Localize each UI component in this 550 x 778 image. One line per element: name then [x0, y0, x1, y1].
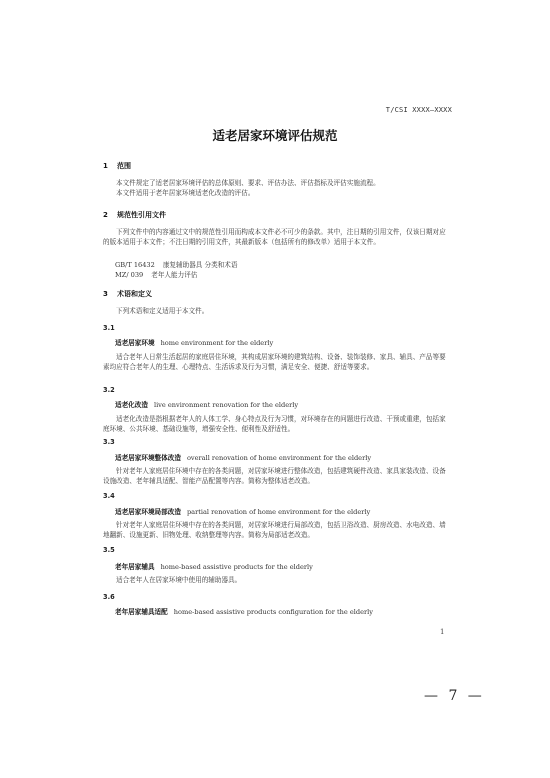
term-en: overall renovation of home environment for the elderly	[186, 454, 372, 462]
term-number: 3.4	[103, 492, 115, 500]
term-heading	[115, 337, 273, 347]
term-number: 3.2	[103, 386, 115, 394]
term-heading	[115, 399, 298, 409]
reference-item	[115, 259, 237, 269]
term-en: home-based assistive products for the elderly	[160, 563, 313, 571]
reference-title: 老年人能力评估	[151, 271, 198, 279]
term-definition: 针对老年人家庭居住环境中存在的各类问题，对居家环境进行整体改造，包括建筑硬件改造、家具家装改造、设备设施改造、老年辅具适配、智能产品配置等内容。简称为整体适老改造。	[103, 467, 446, 486]
term-en: home environment for the elderly	[160, 339, 274, 347]
paragraph: 本文件规定了适老居家环境评估的总体原则、要求、评估办法、评估指标及评估实施流程。	[116, 179, 380, 187]
section-heading-3	[103, 289, 152, 299]
term-heading	[115, 452, 371, 462]
section-title: 规范性引用文件	[117, 211, 166, 219]
paragraph: 下列术语和定义适用于本文件。	[116, 307, 209, 315]
section-title: 范围	[117, 162, 131, 170]
section-heading-2	[103, 210, 166, 220]
section-number: 1	[103, 162, 108, 170]
term-zh: 适老居家环境局部改造	[115, 508, 181, 516]
term-heading	[115, 561, 313, 571]
term-number: 3.3	[103, 438, 115, 446]
section-heading-1	[103, 161, 131, 171]
paragraph: 本文件适用于老年居家环境适老化改造的评估。	[116, 189, 255, 197]
page-number-small: 1	[440, 628, 445, 636]
term-zh: 老年居家辅具	[115, 563, 155, 571]
document-title: 适老居家环境评估规范	[212, 128, 338, 143]
reference-code: MZ/ 039	[115, 271, 144, 279]
reference-title: 康复辅助器具 分类和术语	[162, 261, 238, 269]
term-en: home-based assistive products configuration for the elderly	[173, 608, 374, 616]
term-en: partial renovation of home environment for the elderly	[186, 508, 371, 516]
term-heading	[115, 606, 373, 616]
reference-code: GB/T 16432	[115, 261, 155, 269]
term-number: 3.1	[103, 324, 115, 332]
section-number: 2	[103, 211, 108, 219]
term-definition: 适老化改造是指根据老年人的人体工学、身心特点及行为习惯，对环境存在的问题进行改造、干预或重建，包括家庭环境、公共环境、基础设施等，增强安全性、便利性及舒适性。	[103, 415, 446, 434]
term-zh: 适老居家环境整体改造	[115, 454, 181, 462]
standard-code: T/CSI XXXX—XXXX	[385, 106, 452, 114]
term-en: live environment renovation for the elderly	[153, 401, 299, 409]
term-definition: 针对老年人家庭居住环境中存在的各类问题，对居家环境进行局部改造，包括卫浴改造、厨房改造、水电改造、墙地翻新、设施更新、旧物处理、收纳整理等内容。简称为局部适老改造。	[103, 521, 446, 540]
paragraph: 下列文件中的内容通过文中的规范性引用而构成本文件必不可少的条款。其中，注日期的引用文件，仅该日期对应的版本适用于本文件；不注日期的引用文件，其最新版本（包括所有的修改单）适用于本文件。	[103, 228, 446, 247]
term-heading	[115, 506, 370, 516]
term-number: 3.5	[103, 546, 115, 554]
section-number: 3	[103, 290, 108, 298]
term-zh: 适老化改造	[115, 401, 148, 409]
term-zh: 适老居家环境	[115, 339, 155, 347]
term-definition: 适合老年人日常生活起居的家庭居住环境，其构成居家环境的建筑结构、设备、装饰装修、家具、辅具、产品等要素均应符合老年人的生理、心理特点、生活诉求及行为习惯，满足安全、便捷、舒适等要求。	[103, 353, 446, 372]
footer-page-number: — 7 —	[424, 688, 485, 704]
reference-item	[115, 269, 197, 279]
section-title: 术语和定义	[117, 290, 152, 298]
term-number: 3.6	[103, 593, 115, 601]
term-zh: 老年居家辅具适配	[115, 608, 168, 616]
term-definition: 适合老年人在居家环境中使用的辅助器具。	[116, 576, 242, 584]
